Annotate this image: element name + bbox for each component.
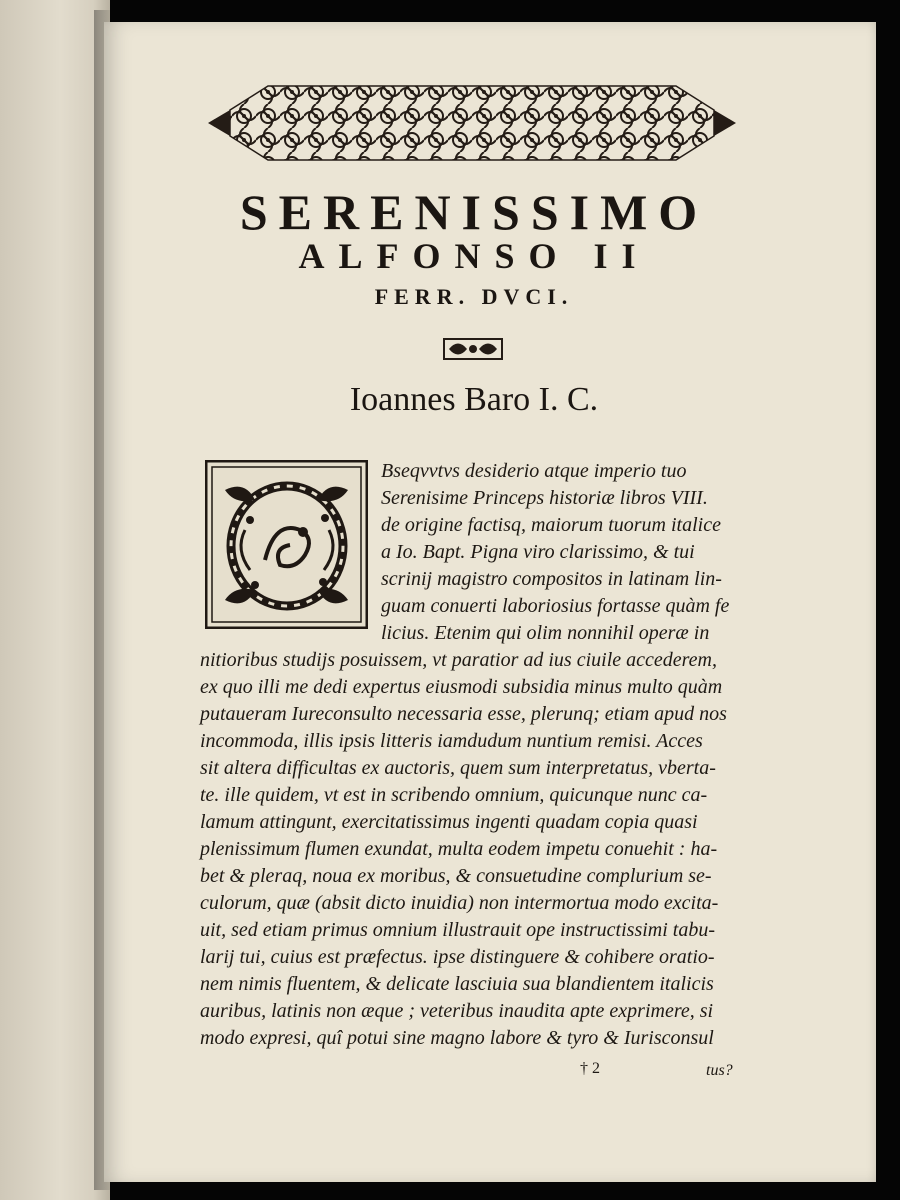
body-text-line: ex quo illi me dedi expertus eiusmodi subsidia minus multo quàm — [200, 676, 723, 698]
body-text-line: licius. Etenim qui olim nonnihil operæ in — [381, 622, 710, 644]
signature-mark: † 2 — [580, 1060, 600, 1077]
body-text-line: modo expresi, quî potui sine magno labore & tyro & Iurisconsul — [200, 1027, 714, 1049]
body-text-line: culorum, quæ (absit dicto inuidia) non intermortua modo excita- — [200, 892, 719, 914]
body-text-line: auribus, latinis non æque ; veteribus inaudita apte exprimere, si — [200, 1000, 714, 1022]
catchword: tus? — [706, 1062, 733, 1079]
body-text-line: uit, sed etiam primus omnium illustrauit ope instructissimi tabu- — [200, 919, 716, 941]
dedication-title-line-2: ALFONSO II — [298, 236, 650, 276]
body-text-line: bet & pleraq, noua ex moribus, & consuetudine complurium se- — [200, 865, 712, 887]
body-text-line: nitioribus studijs posuissem, vt paratior ad ius ciuile accederem, — [200, 649, 718, 671]
woodcut-initial-o — [205, 460, 368, 629]
fleuron-ornament — [443, 336, 503, 362]
body-text-line: nem nimis fluentem, & delicate lasciuia sua blandientem italicis — [200, 973, 714, 995]
body-text-line: Bseqvvtvs desiderio atque imperio tuo — [381, 460, 687, 482]
ornamental-headpiece — [208, 80, 736, 166]
author-name: Ioannes Baro I. C. — [349, 381, 599, 418]
body-text-line: incommoda, illis ipsis litteris iamdudum nuntium remisi. Acces — [200, 730, 703, 752]
body-text-line: putaueram Iureconsulto necessaria esse, plerunq; etiam apud nos — [200, 703, 727, 725]
body-text-line: de origine factisq, maiorum tuorum italice — [381, 514, 721, 536]
body-text-line: lamum attingunt, exercitatissimus ingenti quadam copia quasi — [200, 811, 698, 833]
dedication-title-line-3: FERR. DVCI. — [374, 284, 574, 309]
body-text-line: guam conuerti laboriosius fortasse quàm fe — [381, 595, 730, 617]
body-text-line: sit altera difficultas ex auctoris, quem sum interpretatus, vberta- — [200, 757, 716, 779]
body-text-line: plenissimum flumen exundat, multa eodem impetu conuehit : ha- — [200, 838, 718, 860]
body-text-line: a Io. Bapt. Pigna viro clarissimo, & tui — [381, 541, 695, 563]
body-text-line: te. ille quidem, vt est in scribendo omnium, quicunque nunc ca- — [200, 784, 708, 806]
body-text-line: scrinij magistro compositos in latinam lin- — [381, 568, 722, 590]
dedication-title-line-1: SERENISSIMO — [239, 184, 709, 240]
body-text-line: Serenisime Princeps historiæ libros VIII. — [381, 487, 708, 509]
body-text-line: larij tui, cuius est præfectus. ipse distinguere & cohibere oratio- — [200, 946, 715, 968]
